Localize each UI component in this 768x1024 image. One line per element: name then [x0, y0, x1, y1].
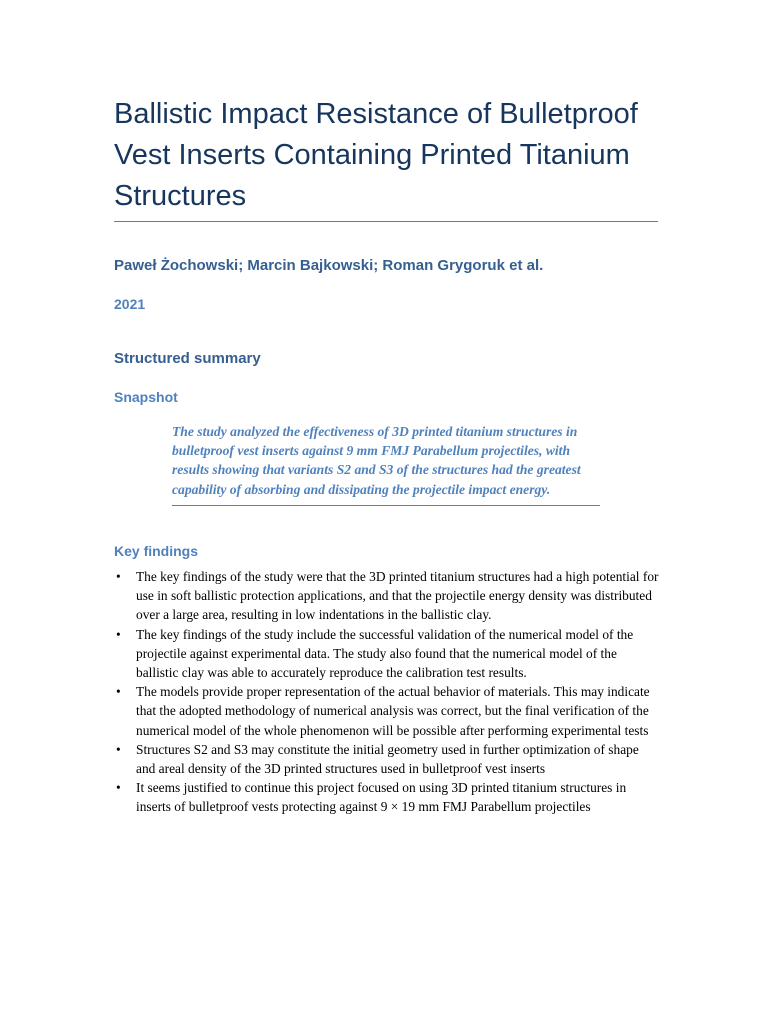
- authors: Paweł Żochowski; Marcin Bajkowski; Roman Grygoruk et al.: [114, 257, 544, 274]
- key-finding-item: • The key findings of the study include the successful validation of the numerical model of the projectile against experimental data. The study also found that the numerical model of the ballistic clay was able to accurately reproduce the calibration test results.: [114, 625, 659, 683]
- publication-year: 2021: [114, 296, 146, 312]
- key-finding-item: • The key findings of the study were that the 3D printed titanium structures had a high potential for use in soft ballistic protection applications, and that the projectile energy density was distributed over a large area, resulting in low indentations in the ballistic clay.: [114, 567, 659, 625]
- key-finding-item: • It seems justified to continue this project focused on using 3D printed titanium structures in inserts of bulletproof vests protecting against 9 × 19 mm FMJ Parabellum projectiles: [114, 778, 659, 816]
- key-finding-item: • Structures S2 and S3 may constitute the initial geometry used in further optimization of shape and areal density of the 3D printed structures used in bulletproof vest inserts: [114, 740, 659, 778]
- title-divider: [114, 221, 658, 222]
- key-findings-list: [114, 567, 659, 817]
- snapshot-heading: Snapshot: [114, 389, 178, 405]
- key-finding-item: • The models provide proper representation of the actual behavior of materials. This may indicate that the adopted methodology of numerical analysis was correct, but the final verification of the numerical model of the whole phenomenon will be possible after performing experimental tests: [114, 682, 659, 740]
- document-title: Ballistic Impact Resistance of Bulletproof Vest Inserts Containing Printed Titanium Structures: [114, 98, 638, 212]
- structured-summary-heading: Structured summary: [114, 350, 261, 367]
- key-findings-heading: Key findings: [114, 543, 199, 559]
- snapshot-quote: The study analyzed the effectiveness of 3D printed titanium structures in bulletproof vest inserts against 9 mm FMJ Parabellum projectiles, with results showing that variants S2 and S3 of the structures had the greatest capability of absorbing and dissipating the projectile impact energy.: [172, 422, 600, 506]
